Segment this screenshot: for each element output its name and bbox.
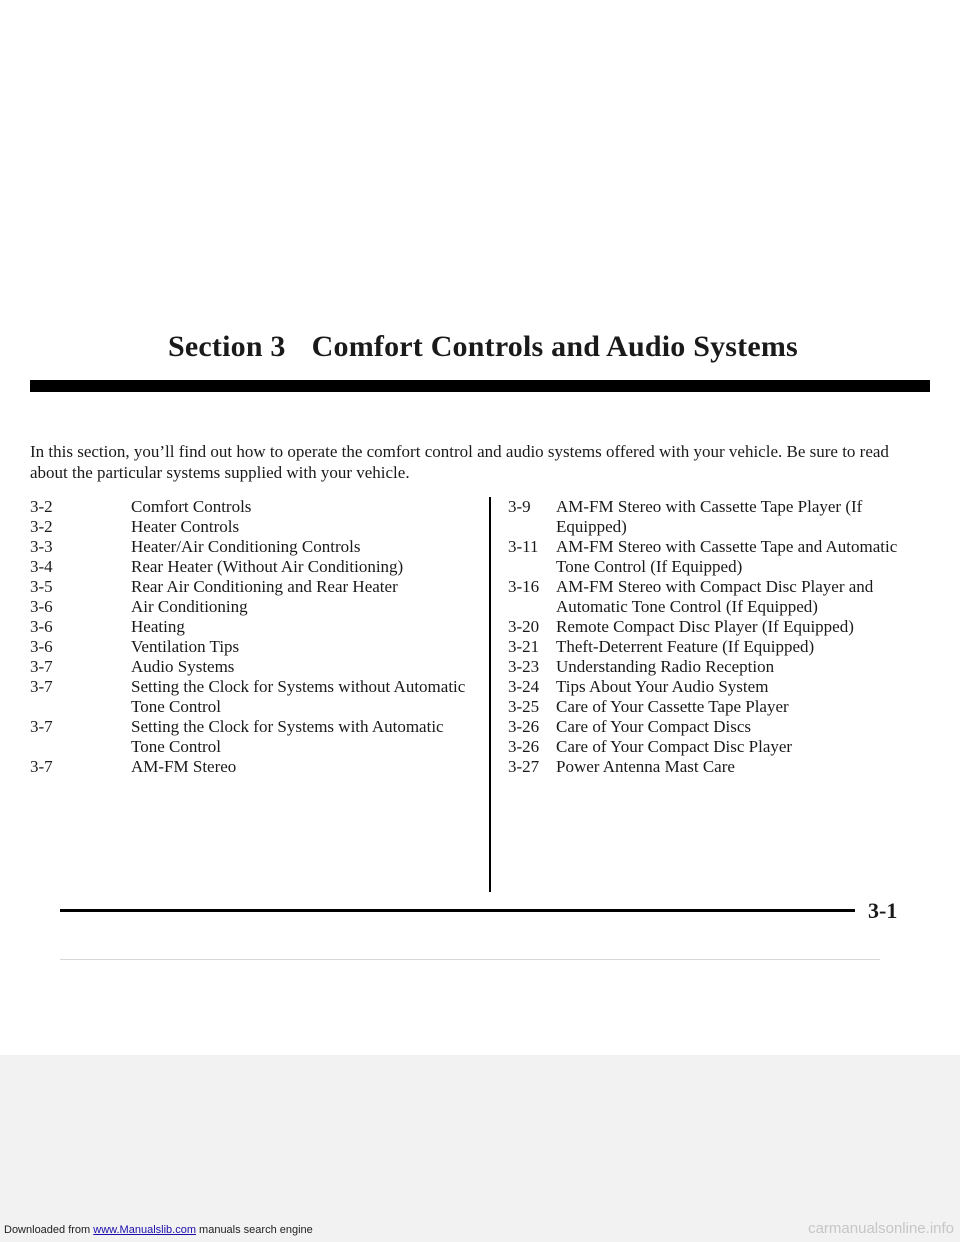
toc-page-ref: 3-6 [30, 637, 53, 656]
toc-page-ref: 3-27 [508, 757, 540, 776]
toc-page-ref: 3-7 [30, 677, 53, 696]
toc-entry[interactable] [508, 617, 928, 637]
toc-entry-text: Heater/Air Conditioning Controls [131, 537, 361, 556]
toc-entry-text: Comfort Controls [131, 497, 252, 516]
toc-page-ref: 3-21 [508, 637, 540, 656]
toc-entry-text: Power Antenna Mast Care [556, 757, 735, 776]
toc-entry[interactable] [30, 537, 470, 557]
toc-entry-text: AM-FM Stereo with Compact Disc Player and Automatic Tone Control (If Equipped) [556, 577, 874, 616]
download-notice [4, 1224, 313, 1236]
toc-entry[interactable] [508, 657, 928, 677]
intro-paragraph: In this section, you’ll find out how to operate the comfort control and audio systems offered with your vehicle. Be sure to read about the particular systems supplied with your vehicle. [30, 442, 889, 482]
toc-entry[interactable] [508, 737, 928, 757]
download-prefix: Downloaded from [4, 1224, 94, 1236]
toc-entry-text: AM-FM Stereo [131, 757, 237, 776]
bottom-rule [60, 909, 855, 912]
toc-entry-text: Heater Controls [131, 517, 240, 536]
section-title: Comfort Controls and Audio Systems [311, 330, 798, 363]
title-rule [30, 380, 930, 392]
download-suffix: manuals search engine [195, 1224, 313, 1236]
toc-entry[interactable] [508, 577, 928, 617]
toc-entry-text: Heating [131, 617, 185, 636]
section-label: Section 3 [168, 330, 286, 363]
toc-page-ref: 3-24 [508, 677, 540, 696]
toc-entry[interactable] [30, 497, 470, 517]
toc-right-column [508, 497, 928, 777]
toc-page-ref: 3-25 [508, 697, 540, 716]
page-title [168, 330, 798, 364]
toc-entry[interactable] [508, 697, 928, 717]
toc-entry[interactable] [30, 577, 470, 597]
footer-strip [0, 1055, 960, 1242]
toc-entry-text: Rear Air Conditioning and Rear Heater [131, 577, 398, 596]
toc-entry-text: AM-FM Stereo with Cassette Tape and Automatic Tone Control (If Equipped) [556, 537, 898, 576]
toc-page-ref: 3-2 [30, 517, 53, 536]
toc-entry[interactable] [508, 637, 928, 657]
toc-page-ref: 3-7 [30, 717, 53, 736]
toc-page-ref: 3-3 [30, 537, 53, 556]
toc-page-ref: 3-7 [30, 657, 53, 676]
toc-page-ref: 3-23 [508, 657, 540, 676]
toc-entry[interactable] [30, 557, 470, 577]
toc-entry-text: Setting the Clock for Systems with Automatic Tone Control [131, 717, 444, 756]
toc-page-ref: 3-26 [508, 717, 540, 736]
toc-page-ref: 3-11 [508, 537, 539, 556]
toc-entry-text: Setting the Clock for Systems without Automatic Tone Control [131, 677, 466, 716]
toc-entry-text: Rear Heater (Without Air Conditioning) [131, 557, 404, 576]
toc-entry-text: Care of Your Compact Discs [556, 717, 752, 736]
toc-entry-text: Remote Compact Disc Player (If Equipped) [556, 617, 854, 636]
toc-page-ref: 3-2 [30, 497, 53, 516]
toc-page-ref: 3-4 [30, 557, 53, 576]
toc-entry[interactable] [30, 657, 470, 677]
toc-page-ref: 3-20 [508, 617, 540, 636]
toc-entry[interactable] [30, 677, 470, 717]
toc-entry[interactable] [508, 717, 928, 737]
toc-entry-text: Ventilation Tips [131, 637, 240, 656]
toc-entry[interactable] [30, 637, 470, 657]
toc-entry-text: Care of Your Cassette Tape Player [556, 697, 789, 716]
toc-page-ref: 3-6 [30, 597, 53, 616]
toc-entry-text: Theft-Deterrent Feature (If Equipped) [556, 637, 815, 656]
toc-entry-text: Understanding Radio Reception [556, 657, 775, 676]
toc-entry-text: Audio Systems [131, 657, 235, 676]
toc-entry[interactable] [30, 617, 470, 637]
bottom-rule-thin [60, 959, 880, 960]
toc-page-ref: 3-16 [508, 577, 540, 596]
manualslib-link[interactable]: www.Manualslib.com [93, 1224, 196, 1236]
toc-left-column [30, 497, 470, 777]
toc-entry[interactable] [508, 757, 928, 777]
toc-page-ref: 3-26 [508, 737, 540, 756]
page-number: 3-1 [868, 898, 898, 923]
column-divider [489, 497, 491, 892]
toc-entry[interactable] [508, 497, 928, 537]
toc-page-ref: 3-6 [30, 617, 53, 636]
toc-entry[interactable] [30, 717, 470, 757]
toc-entry[interactable] [508, 537, 928, 577]
toc-entry[interactable] [30, 597, 470, 617]
toc-entry-text: Air Conditioning [131, 597, 248, 616]
toc-page-ref: 3-7 [30, 757, 53, 776]
toc-page-ref: 3-5 [30, 577, 53, 596]
toc-entry[interactable] [30, 757, 470, 777]
toc-entry-text: Tips About Your Audio System [556, 677, 769, 696]
watermark: carmanualsonline.info [808, 1220, 954, 1237]
toc-entry-text: Care of Your Compact Disc Player [556, 737, 793, 756]
toc-page-ref: 3-9 [508, 497, 531, 516]
toc-entry[interactable] [30, 517, 470, 537]
toc-entry[interactable] [508, 677, 928, 697]
toc-entry-text: AM-FM Stereo with Cassette Tape Player (If Equipped) [556, 497, 863, 536]
